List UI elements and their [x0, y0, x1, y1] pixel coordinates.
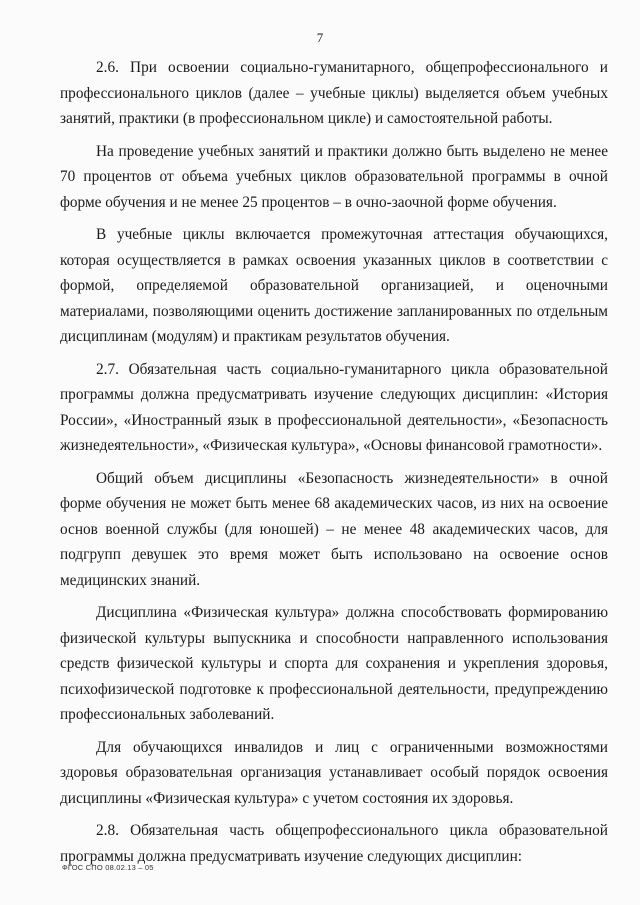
paragraph-2-8: 2.8. Обязательная часть общепрофессионального цикла образовательной программы должна предусматривать изучение следующих дисциплин: — [60, 822, 608, 865]
document-footer-code: ФГОС СПО 08.02.13 – 05 — [62, 863, 154, 872]
paragraph-disabled-students: Для обучающихся инвалидов и лиц с ограниченными возможностями здоровья образовательная организация устанавливает особый порядок освоения дисциплины «Физическая культура» с учетом состояния их здоровья. — [60, 738, 608, 807]
page-number: 7 — [316, 30, 324, 45]
paragraph-intermediate-attestation: В учебные циклы включается промежуточная аттестация обучающихся, которая осуществляется в рамках освоения указанных циклов в соответствии с формой, определяемой образовательной организацией, и оценочными материалами, позволяющими оценить достижение запланированных по отдельным дисциплинам (модулям) и практикам результатов обучения. — [60, 226, 608, 345]
paragraph-life-safety-volume: Общий объем дисциплины «Безопасность жизнедеятельности» в очной форме обучения не может быть менее 68 академических часов, из них на освоение основ военной службы (для юношей) – не менее 48 академических часов, для подгрупп девушек это время может быть использовано на освоение основ медицинских знаний. — [60, 469, 608, 589]
paragraph-practice-share: На проведение учебных занятий и практики должно быть выделено не менее 70 процентов от объема учебных циклов образовательной программы в очной форме обучения и не менее 25 процентов – в очно-заочной форме обучения. — [60, 142, 608, 211]
paragraph-physical-culture: Дисциплина «Физическая культура» должна способствовать формированию физической культуры выпускника и способности направленного использования средств физической культуры и спорта для сохранения и укрепления здоровья, психофизической подготовке к профессиональной деятельности, предупреждению профессиональных заболеваний. — [60, 604, 608, 723]
body-text — [60, 55, 608, 876]
paragraph-2-7: 2.7. Обязательная часть социально-гуманитарного цикла образовательной программы должна предусматривать изучение следующих дисциплин: «История России», «Иностранный язык в профессиональной деятельности», «Безопасность жизнедеятельности», «Физическая культура», «Основы финансовой грамотности». — [60, 360, 608, 454]
paragraph-2-6: 2.6. При освоении социально-гуманитарного, общепрофессионального и профессионального циклов (далее – учебные циклы) выделяется объем учебных занятий, практики (в профессиональном цикле) и самостоятельной работы. — [60, 59, 608, 127]
